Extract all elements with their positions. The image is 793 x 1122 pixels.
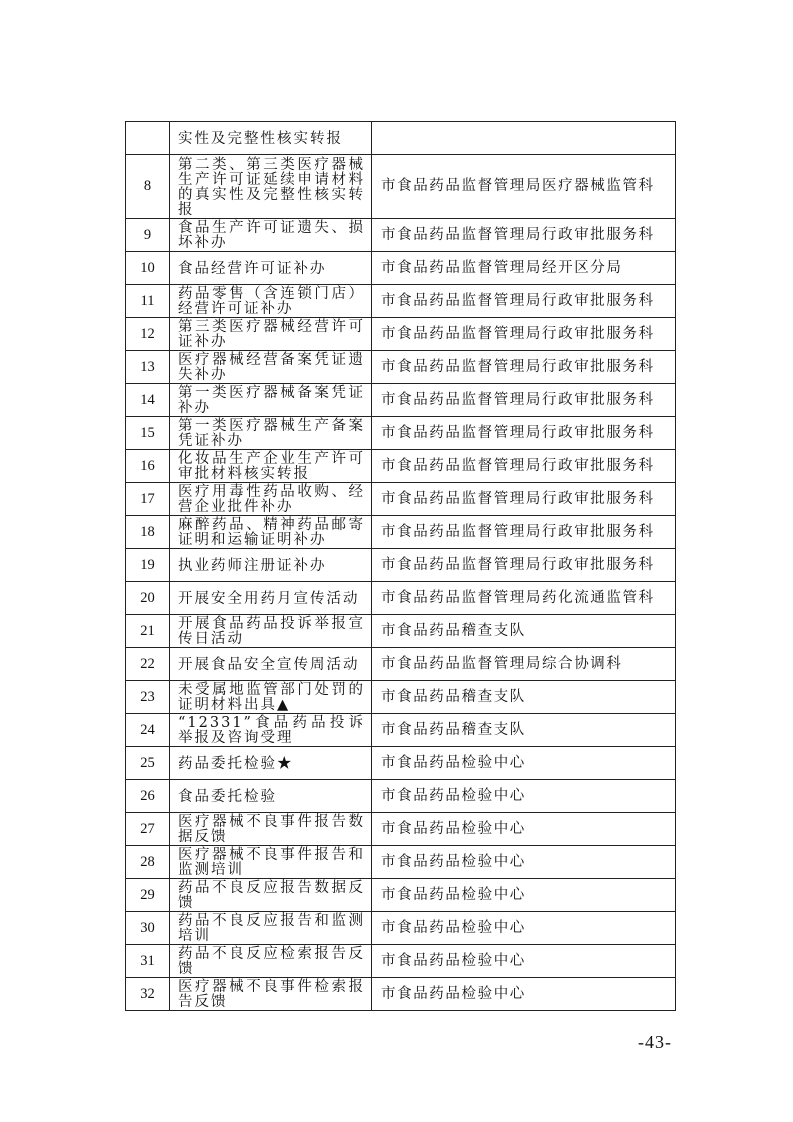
service-item: 食品经营许可证补办: [170, 252, 372, 285]
service-item: 开展安全用药月宣传活动: [170, 582, 372, 615]
table-row: [126, 648, 676, 681]
responsible-department: 市食品药品稽查支队: [372, 714, 676, 747]
table-row: [126, 978, 676, 1011]
services-table: [125, 121, 676, 1011]
responsible-department: 市食品药品检验中心: [372, 945, 676, 978]
service-item: 药品不良反应报告和监测培训: [170, 912, 372, 945]
responsible-department: 市食品药品检验中心: [372, 879, 676, 912]
row-number: 14: [126, 384, 170, 417]
table-row: [126, 912, 676, 945]
row-number: 11: [126, 285, 170, 318]
responsible-department: 市食品药品检验中心: [372, 813, 676, 846]
row-number: 30: [126, 912, 170, 945]
responsible-department: 市食品药品监督管理局行政审批服务科: [372, 417, 676, 450]
row-number: 12: [126, 318, 170, 351]
service-item: 实性及完整性核实转报: [170, 122, 372, 155]
row-number: 17: [126, 483, 170, 516]
responsible-department: 市食品药品监督管理局行政审批服务科: [372, 516, 676, 549]
responsible-department: 市食品药品监督管理局行政审批服务科: [372, 351, 676, 384]
table-row: [126, 615, 676, 648]
row-number: 19: [126, 549, 170, 582]
row-number: 18: [126, 516, 170, 549]
table-row: [126, 450, 676, 483]
responsible-department: 市食品药品检验中心: [372, 912, 676, 945]
service-item: 第二类、第三类医疗器械生产许可证延续申请材料的真实性及完整性核实转报: [170, 155, 372, 219]
responsible-department: [372, 122, 676, 155]
table-row: [126, 516, 676, 549]
table-row: [126, 351, 676, 384]
table-row: [126, 285, 676, 318]
table-row: [126, 384, 676, 417]
responsible-department: 市食品药品监督管理局医疗器械监管科: [372, 155, 676, 219]
service-item: 麻醉药品、精神药品邮寄证明和运输证明补办: [170, 516, 372, 549]
row-number: 21: [126, 615, 170, 648]
table-row: [126, 747, 676, 780]
table-row: [126, 155, 676, 219]
row-number: 31: [126, 945, 170, 978]
responsible-department: 市食品药品检验中心: [372, 747, 676, 780]
row-number: 9: [126, 219, 170, 252]
responsible-department: 市食品药品监督管理局行政审批服务科: [372, 219, 676, 252]
service-item: 药品不良反应检索报告反馈: [170, 945, 372, 978]
responsible-department: 市食品药品监督管理局药化流通监管科: [372, 582, 676, 615]
row-number: 25: [126, 747, 170, 780]
row-number: 20: [126, 582, 170, 615]
responsible-department: 市食品药品稽查支队: [372, 615, 676, 648]
service-item: 食品生产许可证遗失、损坏补办: [170, 219, 372, 252]
responsible-department: 市食品药品检验中心: [372, 846, 676, 879]
service-item: 医疗器械不良事件检索报告反馈: [170, 978, 372, 1011]
service-item: 药品不良反应报告数据反馈: [170, 879, 372, 912]
table-row: [126, 846, 676, 879]
table-row: [126, 714, 676, 747]
row-number: 32: [126, 978, 170, 1011]
responsible-department: 市食品药品监督管理局行政审批服务科: [372, 384, 676, 417]
row-number: 28: [126, 846, 170, 879]
responsible-department: 市食品药品监督管理局行政审批服务科: [372, 450, 676, 483]
row-number: 26: [126, 780, 170, 813]
row-number: 27: [126, 813, 170, 846]
service-item: 药品零售（含连锁门店）经营许可证补办: [170, 285, 372, 318]
service-item: 化妆品生产企业生产许可审批材料核实转报: [170, 450, 372, 483]
row-number: 10: [126, 252, 170, 285]
row-number: 24: [126, 714, 170, 747]
service-item: 医疗用毒性药品收购、经营企业批件补办: [170, 483, 372, 516]
row-number: [126, 122, 170, 155]
row-number: 16: [126, 450, 170, 483]
row-number: 23: [126, 681, 170, 714]
row-number: 13: [126, 351, 170, 384]
table-row: [126, 945, 676, 978]
responsible-department: 市食品药品监督管理局行政审批服务科: [372, 285, 676, 318]
table-row: [126, 219, 676, 252]
services-table-body: [126, 122, 676, 1011]
responsible-department: 市食品药品监督管理局行政审批服务科: [372, 483, 676, 516]
table-row: [126, 122, 676, 155]
table-row: [126, 318, 676, 351]
row-number: 29: [126, 879, 170, 912]
table-row: [126, 252, 676, 285]
table-row: [126, 483, 676, 516]
service-item: 第一类医疗器械生产备案凭证补办: [170, 417, 372, 450]
responsible-department: 市食品药品检验中心: [372, 780, 676, 813]
service-item: 未受属地监管部门处罚的证明材料出具▲: [170, 681, 372, 714]
page-number: -43-: [638, 1032, 672, 1052]
responsible-department: 市食品药品监督管理局综合协调科: [372, 648, 676, 681]
service-item: 开展食品安全宣传周活动: [170, 648, 372, 681]
responsible-department: 市食品药品监督管理局经开区分局: [372, 252, 676, 285]
row-number: 15: [126, 417, 170, 450]
responsible-department: 市食品药品检验中心: [372, 978, 676, 1011]
service-item: 食品委托检验: [170, 780, 372, 813]
row-number: 22: [126, 648, 170, 681]
service-item: 医疗器械不良事件报告和监测培训: [170, 846, 372, 879]
service-item: 执业药师注册证补办: [170, 549, 372, 582]
service-item: 医疗器械经营备案凭证遗失补办: [170, 351, 372, 384]
service-item: 药品委托检验★: [170, 747, 372, 780]
table-row: [126, 549, 676, 582]
service-item: 开展食品药品投诉举报宣传日活动: [170, 615, 372, 648]
table-row: [126, 879, 676, 912]
table-row: [126, 813, 676, 846]
responsible-department: 市食品药品监督管理局行政审批服务科: [372, 549, 676, 582]
service-item: 第三类医疗器械经营许可证补办: [170, 318, 372, 351]
row-number: 8: [126, 155, 170, 219]
service-item: “12331”食品药品投诉举报及咨询受理: [170, 714, 372, 747]
table-row: [126, 681, 676, 714]
service-item: 医疗器械不良事件报告数据反馈: [170, 813, 372, 846]
responsible-department: 市食品药品稽查支队: [372, 681, 676, 714]
responsible-department: 市食品药品监督管理局行政审批服务科: [372, 318, 676, 351]
table-row: [126, 582, 676, 615]
service-item: 第一类医疗器械备案凭证补办: [170, 384, 372, 417]
table-row: [126, 780, 676, 813]
table-row: [126, 417, 676, 450]
